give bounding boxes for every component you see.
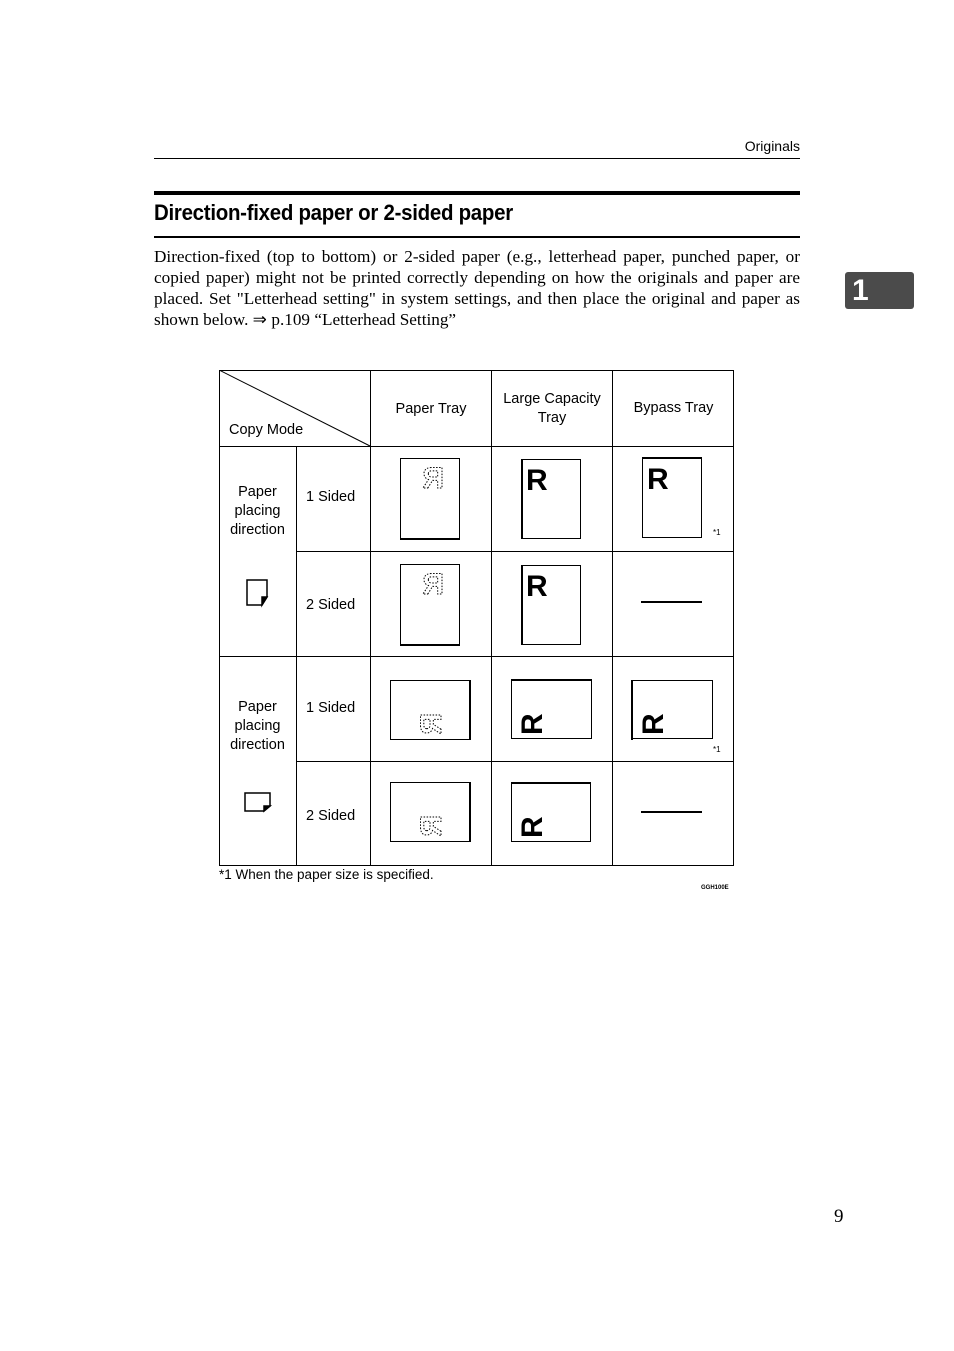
group-label-line: direction <box>230 737 285 753</box>
lct-landscape-1sided-page <box>511 680 592 739</box>
column-header-paper-tray: Paper Tray <box>395 401 467 417</box>
r-glyph: R <box>516 713 549 735</box>
body-paragraph: Direction-fixed (top to bottom) or 2-sided paper (e.g., letterhead paper, punched paper, or copied paper) might not be printed correctly depending on how the originals and paper are placed. Set "Letterhead setting" in system settings, and then place the original and paper as shown below. ⇒ p.109 “Letterhead Setting” <box>154 247 800 329</box>
r-glyph: R <box>637 713 670 735</box>
column-header-large-capacity-tray <box>492 390 612 428</box>
figure-footnote: *1 When the paper size is specified. <box>219 867 434 882</box>
portrait-page-folded-corner-icon <box>247 580 267 605</box>
group-label-portrait <box>219 483 296 540</box>
column-header-bypass-tray: Bypass Tray <box>633 400 714 416</box>
mode-label-2-sided: 2 Sided <box>306 597 356 613</box>
figure-grid <box>219 370 734 866</box>
title-rule-top <box>154 191 800 195</box>
title-rule-bottom <box>154 236 800 238</box>
r-glyph: R <box>526 570 548 603</box>
column-header-lct-line-1: Large Capacity <box>503 391 601 407</box>
r-glyph: R <box>647 463 669 496</box>
lct-landscape-2sided-page <box>511 783 591 842</box>
lct-portrait-2sided-page <box>522 565 581 645</box>
paper-tray-landscape-1sided-page <box>391 680 471 740</box>
group-label-landscape <box>219 698 296 755</box>
group-label-line: Paper <box>238 484 277 500</box>
chapter-tab-number: 1 <box>852 274 869 307</box>
figure-code: GGH100E <box>701 885 729 891</box>
mirrored-r-glyph: R <box>415 815 448 837</box>
paper-tray-landscape-2sided-page <box>391 782 471 842</box>
header-rule <box>154 158 800 159</box>
paper-tray-portrait-2sided-page <box>400 565 460 646</box>
running-header: Originals <box>744 138 800 154</box>
column-header-lct-line-2: Tray <box>537 410 567 426</box>
copy-mode-label: Copy Mode <box>229 422 304 438</box>
section-title: Direction-fixed paper or 2-sided paper <box>154 200 513 225</box>
mirrored-r-glyph: R <box>422 462 444 495</box>
paper-tray-portrait-1sided-page <box>400 459 460 540</box>
lct-portrait-1sided-page <box>522 459 581 539</box>
mirrored-r-glyph: R <box>415 713 448 735</box>
landscape-page-folded-corner-icon <box>245 793 270 811</box>
footnote-marker: *1 <box>713 528 721 537</box>
page-number: 9 <box>834 1206 844 1227</box>
bypass-landscape-1sided-page <box>632 680 713 740</box>
mode-label-1-sided: 1 Sided <box>306 489 356 505</box>
bypass-portrait-1sided-page <box>642 458 702 538</box>
group-label-line: placing <box>234 503 281 519</box>
group-label-line: direction <box>230 522 285 538</box>
footnote-marker: *1 <box>713 745 721 754</box>
chapter-tab <box>845 272 914 309</box>
mode-label-1-sided: 1 Sided <box>306 700 356 716</box>
group-label-line: placing <box>234 718 281 734</box>
r-glyph: R <box>526 464 548 497</box>
group-label-line: Paper <box>238 699 277 715</box>
r-glyph: R <box>516 816 549 838</box>
mode-label-2-sided: 2 Sided <box>306 808 356 824</box>
paper-placement-figure <box>219 370 734 866</box>
mirrored-r-glyph: R <box>422 568 444 601</box>
